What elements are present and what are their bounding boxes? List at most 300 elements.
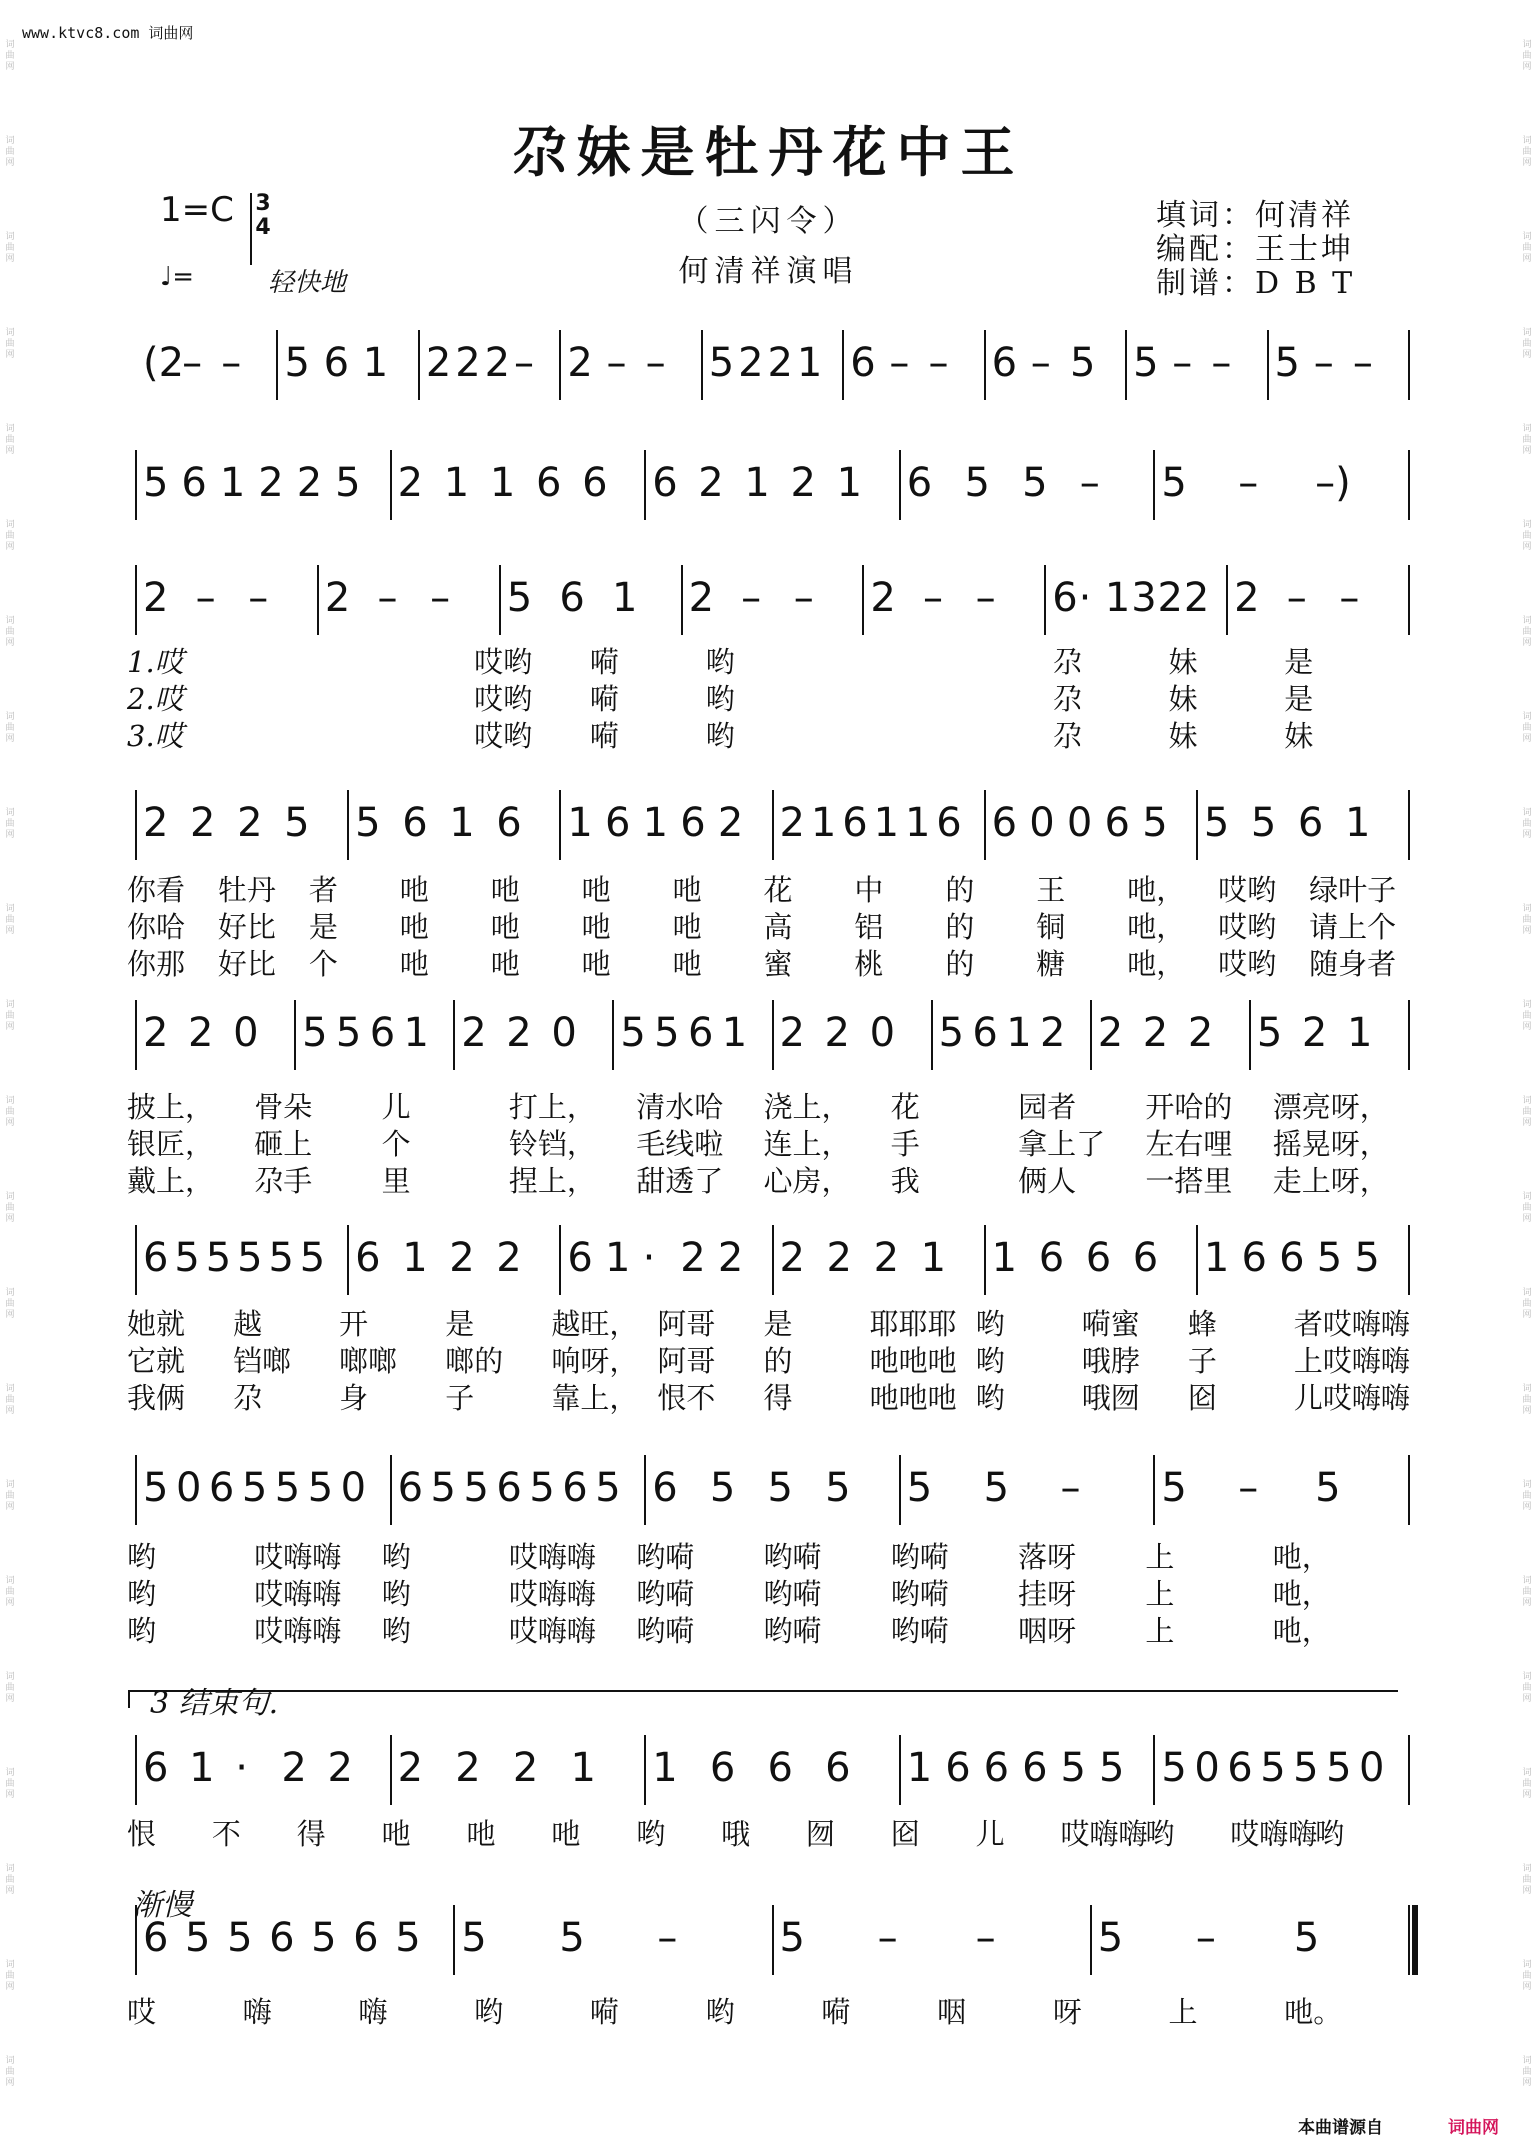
lyric-syllable: 哎嗨嗨	[1060, 1817, 1148, 1851]
note: 1	[449, 800, 475, 846]
note: 5	[1274, 340, 1300, 386]
note: 6	[582, 460, 608, 506]
note: 6	[1022, 1745, 1048, 1791]
note: 6	[1052, 575, 1078, 621]
lyric-syllable: 哟	[1315, 1817, 1345, 1851]
lyric-syllable: 是	[308, 910, 338, 944]
measure	[135, 1000, 294, 1070]
note: 1	[873, 800, 900, 846]
note: 6	[208, 1465, 235, 1511]
measure	[899, 1735, 1154, 1805]
note: 6	[1085, 1235, 1112, 1281]
lyric-syllable: 吔。	[1284, 1995, 1343, 2029]
note: 1	[1346, 1010, 1373, 1056]
lyric-syllable: 哟	[381, 1540, 411, 1574]
measure	[135, 1735, 390, 1805]
staff-system	[0, 1000, 1537, 1070]
lyric-syllable: 哎嗨嗨	[1230, 1817, 1318, 1851]
footer-source: 本曲谱源自	[1298, 2118, 1383, 2138]
watermark-text: 词 曲 网	[1522, 616, 1532, 648]
lyric-syllable: 吔	[551, 1817, 581, 1851]
lyric-syllable: 里	[381, 1164, 411, 1198]
note: 1	[443, 460, 470, 506]
lyric-syllable: 吔	[581, 873, 611, 907]
lyric-syllable: 铜	[1036, 910, 1066, 944]
lyric-syllable: 囵	[890, 1817, 920, 1851]
lyric-syllable: 哟	[975, 1381, 1005, 1415]
lyric-syllable: 哟嗬	[890, 1540, 949, 1574]
measure	[701, 330, 842, 400]
lyric-syllable: 哎	[127, 1995, 157, 2029]
note: 2	[767, 340, 793, 386]
note: 5	[274, 1465, 301, 1511]
note: 5	[463, 1465, 489, 1511]
note: 6	[496, 1465, 522, 1511]
lyric-syllable: 哟	[636, 1817, 666, 1851]
lyric-syllable: 铝	[854, 910, 884, 944]
lyric-syllable: 是	[445, 1307, 475, 1341]
measure	[772, 790, 984, 860]
note: 6	[562, 1465, 588, 1511]
lyric-syllable: 拿上了	[1018, 1127, 1106, 1161]
lyric-syllable: 连上，	[763, 1127, 851, 1161]
lyric-syllable: 戴上，	[127, 1164, 215, 1198]
note: –	[793, 575, 814, 621]
staff-system	[0, 565, 1537, 635]
lyric-syllable: 铃铛，	[508, 1127, 596, 1161]
note: 5	[1203, 800, 1230, 846]
lyric-syllable: 手	[890, 1127, 920, 1161]
lyric-syllable: 个	[308, 947, 338, 981]
note: –	[1172, 340, 1193, 386]
lyric-syllable: 的	[945, 873, 975, 907]
credit-transcriber: 制谱：D B T	[1156, 266, 1356, 301]
measure	[1153, 1735, 1408, 1805]
lyric-syllable: 嗨	[358, 1995, 388, 2029]
lyric-syllable: 哟	[381, 1614, 411, 1648]
lyric-syllable: 吔	[399, 873, 429, 907]
lyric-syllable: 吔	[399, 910, 429, 944]
note: 2	[397, 460, 424, 506]
measure	[644, 1735, 899, 1805]
lyric-syllable: 不	[211, 1817, 241, 1851]
lyric-syllable: 嗬	[589, 682, 619, 716]
lyric-syllable: 你那	[127, 947, 186, 981]
note: 6	[850, 340, 876, 386]
watermark-text: 词 曲 网	[1522, 904, 1532, 936]
note: 2	[455, 1745, 481, 1791]
watermark-text: 词 曲 网	[5, 1960, 15, 1992]
lyric-syllable: 她就	[127, 1307, 186, 1341]
note: 1	[1344, 800, 1371, 846]
note: 1	[362, 340, 389, 386]
staff-system	[0, 1905, 1537, 1975]
note: 5	[335, 460, 361, 506]
lyric-syllable: 哎哟	[1218, 947, 1277, 981]
watermark-text: 词 曲 网	[5, 40, 15, 72]
lyric-syllable: 高	[763, 910, 793, 944]
note: 5	[284, 340, 310, 386]
note: 5	[1060, 1745, 1086, 1791]
note: 2	[688, 575, 715, 621]
lyric-syllable: 上	[1145, 1577, 1175, 1611]
note: 5	[1315, 1465, 1341, 1511]
lyric-syllable: 花	[890, 1090, 920, 1124]
note: 6	[991, 800, 1018, 846]
lyric-syllable: 好比	[217, 910, 276, 944]
note: 2	[717, 800, 744, 846]
lyric-syllable: 蜜	[763, 947, 793, 981]
note: 5	[1326, 1745, 1352, 1791]
measure	[499, 565, 681, 635]
note: 2	[1234, 575, 1260, 621]
note: 5	[1098, 1745, 1125, 1791]
watermark-text: 词 曲 网	[1522, 328, 1532, 360]
lyric-syllable: 上	[1168, 1995, 1198, 2029]
note: 5	[237, 1235, 263, 1281]
note: –	[1238, 460, 1259, 506]
note: 6	[181, 460, 207, 506]
lyric-syllable: 砸上	[254, 1127, 313, 1161]
note: 6	[1104, 800, 1130, 846]
note: 5	[983, 1465, 1010, 1511]
lyric-syllable: 子	[445, 1381, 475, 1415]
lyric-syllable: 者	[308, 873, 338, 907]
note: 6	[567, 1235, 593, 1281]
note: 1	[1203, 1235, 1230, 1281]
time-signature-bottom: 4	[255, 215, 271, 240]
note: 2	[779, 800, 805, 846]
note: 2	[143, 575, 169, 621]
note: –	[1238, 1465, 1259, 1511]
note: 1	[403, 1010, 429, 1056]
credit-lyricist: 填词：何清祥	[1156, 198, 1354, 233]
lyric-syllable: 哟	[705, 719, 735, 753]
measure	[612, 1000, 771, 1070]
note: 0	[233, 1010, 259, 1056]
lyric-syllable: 随身者	[1309, 947, 1397, 981]
lyric-syllable: 恨	[127, 1817, 157, 1851]
ending-mark: 3 结束句.	[150, 1686, 279, 1721]
note: 6	[397, 1465, 424, 1511]
lyric-line	[0, 1609, 1537, 1648]
lyric-syllable: 儿	[975, 1817, 1005, 1851]
note: 6	[842, 800, 868, 846]
staff-system	[0, 330, 1537, 400]
lyric-syllable: 你哈	[127, 910, 186, 944]
lyric-line	[0, 1085, 1537, 1124]
note: 6	[936, 800, 962, 846]
note: 5	[1293, 1915, 1320, 1961]
note: 0	[1066, 800, 1093, 846]
song-title: 尕妹是牡丹花中王	[512, 120, 1025, 184]
lyric-line	[0, 1302, 1537, 1341]
note: 6	[906, 460, 933, 506]
lyric-syllable: 哎嗨嗨	[508, 1540, 596, 1574]
note: 2	[506, 1010, 532, 1056]
measure	[984, 330, 1125, 400]
watermark-text: 词 曲 网	[1522, 1960, 1532, 1992]
note: –	[248, 575, 269, 621]
lyric-line	[0, 1535, 1537, 1574]
lyric-syllable: 囫	[805, 1817, 835, 1851]
measure	[1153, 1455, 1408, 1525]
note: 6	[983, 1745, 1010, 1791]
lyric-syllable: 你看	[127, 873, 186, 907]
lyric-syllable: 哎哟	[1218, 873, 1277, 907]
measure	[1090, 1000, 1249, 1070]
note: 1	[836, 460, 863, 506]
note: 6	[143, 1235, 169, 1281]
note: –	[1079, 460, 1100, 506]
note: 1	[489, 460, 516, 506]
lyric-syllable: 哟嗬	[636, 1540, 695, 1574]
note: 2	[1301, 1010, 1328, 1056]
watermark-text: 词 曲 网	[5, 328, 15, 360]
note: 2	[1187, 1010, 1214, 1056]
key-signature: 1=C	[160, 190, 234, 230]
note: 5	[241, 1465, 268, 1511]
lyric-syllable: 哟	[975, 1307, 1005, 1341]
lyric-syllable: 披上，	[127, 1090, 215, 1124]
barline	[1408, 330, 1410, 400]
note: 5	[143, 460, 169, 506]
measure	[135, 790, 347, 860]
lyric-syllable: 靠上，	[551, 1381, 639, 1415]
note: 5	[779, 1915, 805, 1961]
note: 2	[680, 1235, 706, 1281]
lyric-syllable: 得	[296, 1817, 326, 1851]
note: 2	[455, 340, 481, 386]
note: 6	[559, 575, 585, 621]
note: 2	[779, 1235, 805, 1281]
lyric-syllable: 尕	[1052, 719, 1082, 753]
barline	[1408, 1225, 1410, 1295]
measure	[135, 330, 276, 400]
lyric-syllable: 骨朵	[254, 1090, 313, 1124]
lyric-syllable: 呀	[1052, 1995, 1082, 2029]
measure	[559, 1225, 771, 1295]
tempo-marking: ♩=	[160, 262, 195, 292]
note: 2	[790, 460, 816, 506]
note: 1	[611, 575, 638, 621]
note: 6	[402, 800, 428, 846]
watermark-text: 词 曲 网	[5, 2056, 15, 2088]
lyric-syllable: 者哎嗨嗨	[1293, 1307, 1410, 1341]
note: 5	[311, 1915, 337, 1961]
note: 5	[1161, 460, 1187, 506]
watermark-text: 词 曲 网	[1522, 1288, 1532, 1320]
lyric-syllable: 开	[339, 1307, 369, 1341]
note: 1	[991, 1235, 1018, 1281]
measure	[1125, 330, 1266, 400]
note: 5	[299, 1235, 326, 1281]
lyric-line	[0, 714, 1537, 753]
measure	[294, 1000, 453, 1070]
note: 2	[449, 1235, 475, 1281]
measure	[347, 790, 559, 860]
note: 1	[1104, 575, 1131, 621]
note: 5	[461, 1915, 487, 1961]
note: 6	[945, 1745, 971, 1791]
note: 5	[205, 1235, 232, 1281]
note: ·	[642, 1235, 656, 1281]
lyric-line	[0, 1376, 1537, 1415]
lyric-syllable: 上哎嗨嗨	[1293, 1344, 1410, 1378]
note: 6	[825, 1745, 851, 1791]
lyric-syllable: 绿叶子	[1309, 873, 1397, 907]
lyric-syllable: 尕	[233, 1381, 263, 1415]
measure	[276, 330, 417, 400]
lyric-syllable: 的	[945, 947, 975, 981]
watermark-text: 词 曲 网	[5, 1768, 15, 1800]
note: 5	[529, 1465, 555, 1511]
note: 0	[175, 1465, 202, 1511]
measure	[135, 450, 390, 520]
note: –	[377, 575, 398, 621]
lyric-syllable: 耶耶耶	[869, 1307, 957, 1341]
tempo-word: 轻快地	[268, 268, 347, 298]
note: 5	[1161, 1745, 1187, 1791]
note: 2	[1097, 1010, 1124, 1056]
measure	[772, 1000, 931, 1070]
note: 2	[870, 575, 896, 621]
note: 1	[744, 460, 770, 506]
lyric-syllable: 吔	[581, 947, 611, 981]
measure	[842, 330, 983, 400]
measure	[899, 1455, 1154, 1525]
note: 6	[687, 1010, 714, 1056]
watermark-text: 词 曲 网	[1522, 40, 1532, 72]
note: 5	[1133, 340, 1159, 386]
measure	[390, 1735, 645, 1805]
note: –	[430, 575, 451, 621]
lyric-syllable: 园者	[1018, 1090, 1077, 1124]
watermark-text: 词 曲 网	[1522, 136, 1532, 168]
barline	[1408, 1735, 1410, 1805]
barline	[1408, 1905, 1410, 1975]
note: 5	[964, 460, 990, 506]
note: 2	[1183, 575, 1210, 621]
lyric-syllable: 是	[763, 1307, 793, 1341]
note: 5	[1256, 1010, 1283, 1056]
lyric-line	[0, 677, 1537, 716]
note: 5	[1250, 800, 1277, 846]
staff-system	[0, 1455, 1537, 1525]
lyric-syllable: 吔	[399, 947, 429, 981]
staff-system	[0, 1735, 1537, 1805]
site-url[interactable]: www.ktvc8.com 词曲网	[22, 24, 194, 42]
note: 2	[698, 460, 724, 506]
measure	[644, 450, 899, 520]
lyric-syllable: 哟	[705, 1995, 735, 2029]
note: ·	[235, 1745, 248, 1791]
lyric-line	[0, 868, 1537, 907]
note: –	[195, 575, 216, 621]
note: –	[645, 340, 666, 386]
note: 1	[906, 1745, 933, 1791]
lyric-line	[0, 1339, 1537, 1378]
note: 2	[190, 800, 216, 846]
measure	[1249, 1000, 1408, 1070]
note: 5	[1316, 1235, 1343, 1281]
lyric-syllable: 左右哩	[1145, 1127, 1233, 1161]
lyric-syllable: 吔	[581, 910, 611, 944]
lyric-syllable: 吔，	[1272, 1614, 1331, 1648]
note: –	[1030, 340, 1051, 386]
lyric-syllable: 嗬	[821, 1995, 851, 2029]
lyric-syllable: 清水哈	[636, 1090, 724, 1124]
note: 1	[721, 1010, 748, 1056]
lyric-line	[0, 640, 1537, 679]
watermark-text: 词 曲 网	[5, 1096, 15, 1128]
lyric-syllable: 越旺，	[551, 1307, 639, 1341]
note: 2	[567, 340, 593, 386]
lyric-syllable: 我	[890, 1164, 920, 1198]
note: –	[606, 340, 627, 386]
note: 6	[369, 1010, 396, 1056]
footer-site-link[interactable]: 词曲网	[1448, 2118, 1499, 2138]
note: –	[1352, 340, 1373, 386]
lyric-syllable: 哎嗨嗨	[254, 1540, 342, 1574]
note: 2	[512, 1745, 539, 1791]
lyric-line	[0, 1159, 1537, 1198]
lyric-syllable: 咽呀	[1018, 1614, 1077, 1648]
note: 2	[826, 1235, 852, 1281]
note: 2	[717, 1235, 744, 1281]
lyric-syllable: 的	[763, 1344, 793, 1378]
note: –)	[1315, 460, 1351, 506]
watermark-text: 词 曲 网	[1522, 2056, 1532, 2088]
note: 5	[395, 1915, 421, 1961]
time-signature-top: 3	[255, 191, 271, 216]
lyric-syllable: 哟嗬	[890, 1614, 949, 1648]
note: 5	[268, 1235, 294, 1281]
note: 5	[906, 1465, 933, 1511]
watermark-text: 词 曲 网	[5, 1192, 15, 1224]
note: 1	[604, 1235, 631, 1281]
lyric-syllable: 牡丹	[217, 873, 276, 907]
lyric-syllable: 哎嗨嗨	[254, 1614, 342, 1648]
measure	[644, 1455, 899, 1525]
note: 2	[327, 1745, 353, 1791]
lyric-syllable: 摇晃呀，	[1272, 1127, 1389, 1161]
note: 0	[1359, 1745, 1385, 1791]
lyric-syllable: 哟嗬	[636, 1577, 695, 1611]
measure	[135, 1455, 390, 1525]
note: –	[1313, 340, 1334, 386]
note: –	[1339, 575, 1360, 621]
note: –	[182, 340, 203, 386]
watermark-text: 词 曲 网	[1522, 808, 1532, 840]
lyric-syllable: 漂亮呀，	[1272, 1090, 1389, 1124]
note: 6	[1241, 1235, 1267, 1281]
note: 6	[496, 800, 522, 846]
note: 1	[904, 800, 931, 846]
note: –	[1195, 1915, 1216, 1961]
note: 2	[779, 1010, 805, 1056]
note: 6	[1132, 1235, 1159, 1281]
note: 6	[767, 1745, 793, 1791]
lyric-syllable: 中	[854, 873, 884, 907]
lyric-syllable: 哟嗬	[636, 1614, 695, 1648]
lyric-syllable: 好比	[217, 947, 276, 981]
lyric-syllable: 妹	[1284, 719, 1314, 753]
measure	[984, 1225, 1196, 1295]
note: 6	[652, 460, 678, 506]
lyric-line	[0, 942, 1537, 981]
lyric-syllable: 2.哎	[127, 682, 184, 716]
